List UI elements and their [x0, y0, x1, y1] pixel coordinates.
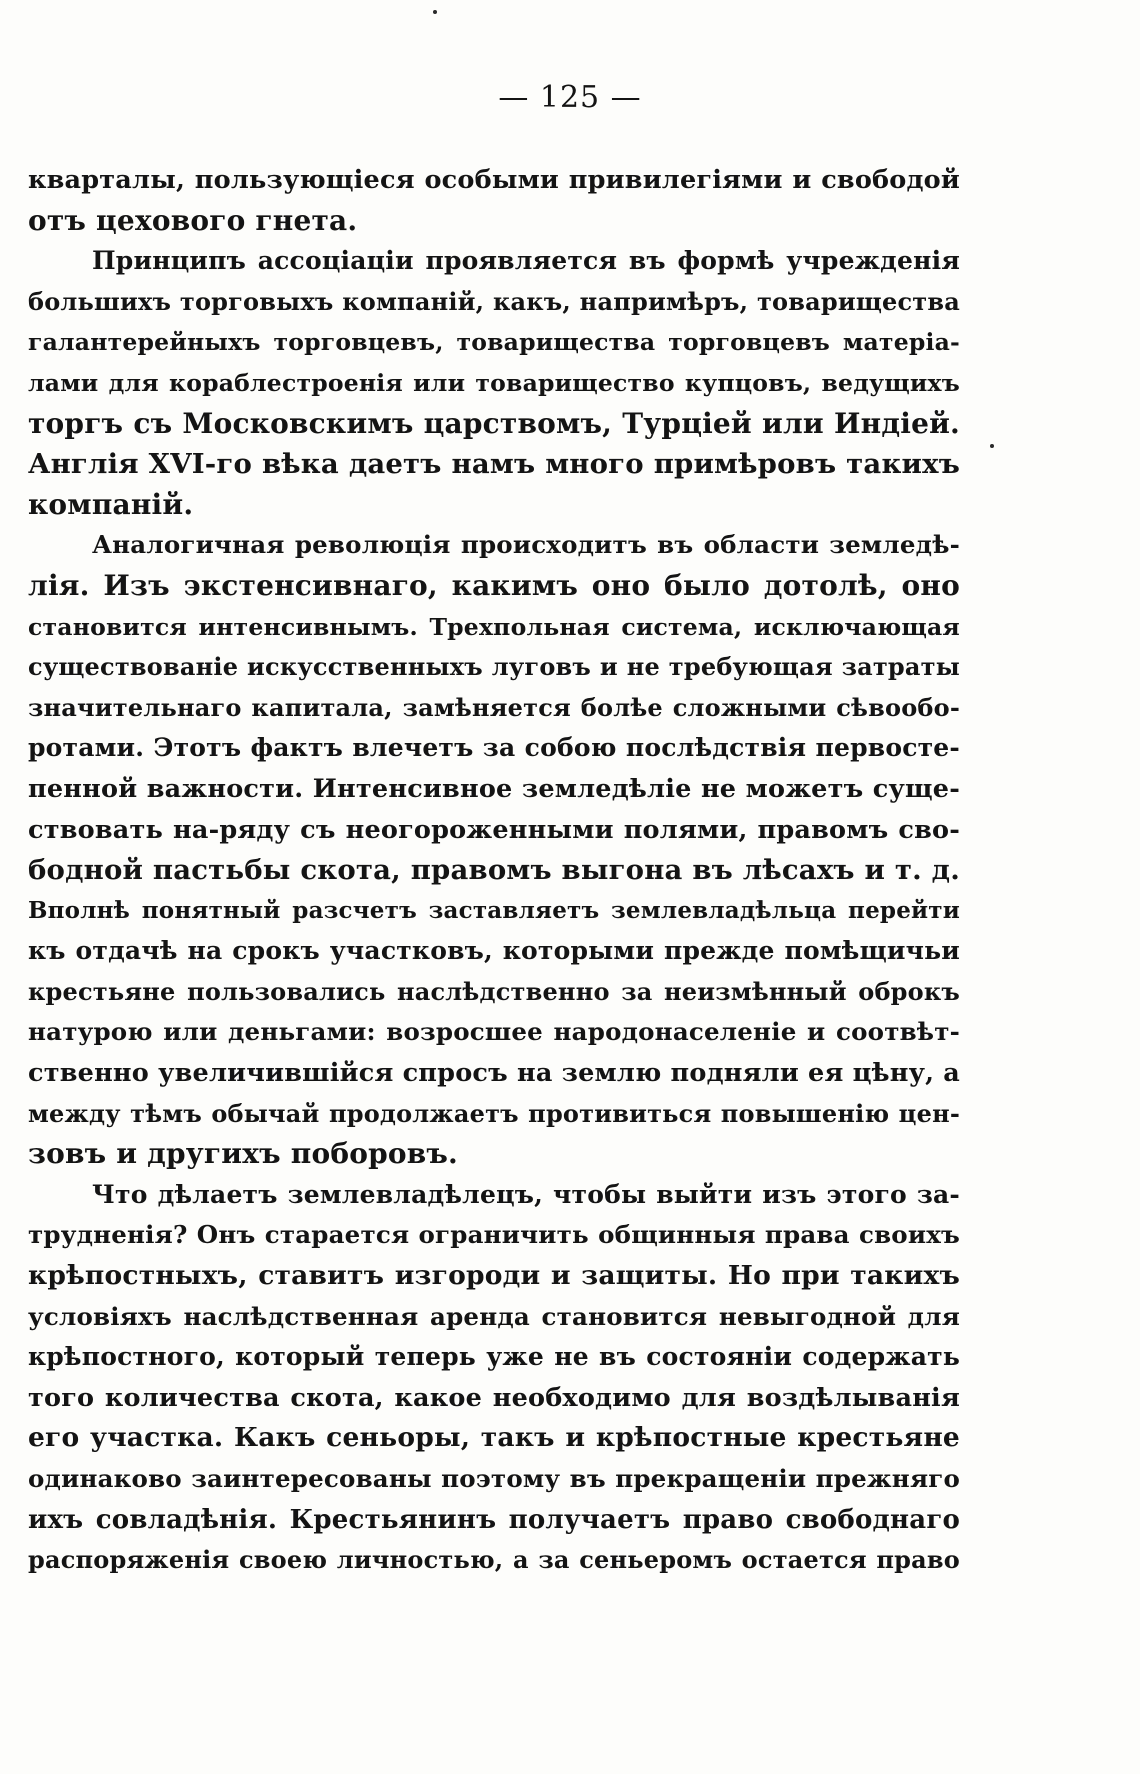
text-line: натурою или деньгами: возросшее народонаселеніе и соотвѣт- [28, 1017, 960, 1047]
text-line: Что дѣлаетъ землевладѣлецъ, чтобы выйти изъ этого за- [92, 1179, 960, 1209]
text-line: отъ цехового гнета. [28, 203, 358, 237]
text-line: Принципъ ассоціаціи проявляется въ формѣ учрежденія [92, 246, 960, 276]
text-line: къ отдачѣ на срокъ участковъ, которыми прежде помѣщичьи [28, 936, 960, 966]
text-line: одинаково заинтересованы поэтому въ прекращеніи прежняго [28, 1464, 960, 1493]
text-line: условіяхъ наслѣдственная аренда становится невыгодной для [28, 1301, 960, 1331]
paragraph [28, 1175, 960, 1581]
body-text [28, 160, 960, 1581]
text-line: распоряженія своею личностью, а за сеньеромъ остается право [28, 1545, 960, 1575]
text-line: того количества скота, какое необходимо для воздѣлыванія [28, 1382, 960, 1413]
paragraph [28, 160, 960, 241]
text-line: ственно увеличившійся спросъ на землю подняли ея цѣну, а [28, 1058, 961, 1089]
text-line: трудненія? Онъ старается ограничить общинныя права своихъ [28, 1220, 960, 1250]
text-line: ствовать на-ряду съ неогороженными полями, правомъ сво- [28, 814, 960, 845]
text-line: крѣпостныхъ, ставитъ изгороди и защиты. Но при такихъ [28, 1260, 960, 1292]
paragraph [28, 241, 960, 525]
paragraph [28, 525, 960, 1175]
text-line: бодной пастьбы скота, правомъ выгона въ лѣсахъ и т. д. [28, 854, 960, 887]
text-line: значительнаго капитала, замѣняется болѣе сложными сѣвообо- [28, 692, 960, 722]
text-line: Вполнѣ понятный разсчетъ заставляетъ землевладѣльца перейти [28, 896, 960, 924]
print-speck [433, 10, 437, 14]
text-line: между тѣмъ обычай продолжаетъ противиться повышенію цен- [28, 1098, 960, 1128]
text-line: галантерейныхъ торговцевъ, товарищества торговцевъ матеріа- [28, 328, 960, 357]
text-line: крестьяне пользовались наслѣдственно за неизмѣнный оброкъ [28, 976, 960, 1006]
text-line: становится интенсивнымъ. Трехпольная система, исключающая [28, 612, 960, 641]
text-line: зовъ и другихъ поборовъ. [28, 1137, 459, 1171]
text-line: кварталы, пользующіеся особыми привилегіями и свободой [28, 165, 960, 195]
text-line: Англія XVI-го вѣка даетъ намъ много примѣровъ такихъ [28, 448, 960, 481]
text-line: компаній. [28, 487, 194, 521]
text-line: ротами. Этотъ фактъ влечетъ за собою послѣдствія первосте- [28, 733, 960, 763]
text-line: торгъ съ Московскимъ царствомъ, Турціей или Индіей. [28, 406, 960, 440]
text-line: крѣпостного, который теперь уже не въ состояніи содержать [28, 1342, 960, 1372]
text-line: его участка. Какъ сеньоры, такъ и крѣпостные крестьяне [28, 1422, 960, 1454]
text-line: пенной важности. Интенсивное земледѣліе не можетъ суще- [28, 773, 960, 804]
page-number: — 125 — [498, 80, 642, 115]
text-line: ихъ совладѣнія. Крестьянинъ получаетъ право свободнаго [28, 1504, 960, 1535]
text-line: существованіе искусственныхъ луговъ и не требующая затраты [28, 652, 960, 682]
text-line: лами для кораблестроенія или товарищество купцовъ, ведущихъ [28, 368, 960, 397]
print-speck [990, 444, 994, 448]
text-line: лія. Изъ экстенсивнаго, какимъ оно было дотолѣ, оно [28, 568, 960, 602]
text-line: Аналогичная революція происходитъ въ области земледѣ- [92, 530, 960, 560]
text-line: большихъ торговыхъ компаній, какъ, напримѣръ, товарищества [28, 286, 960, 316]
